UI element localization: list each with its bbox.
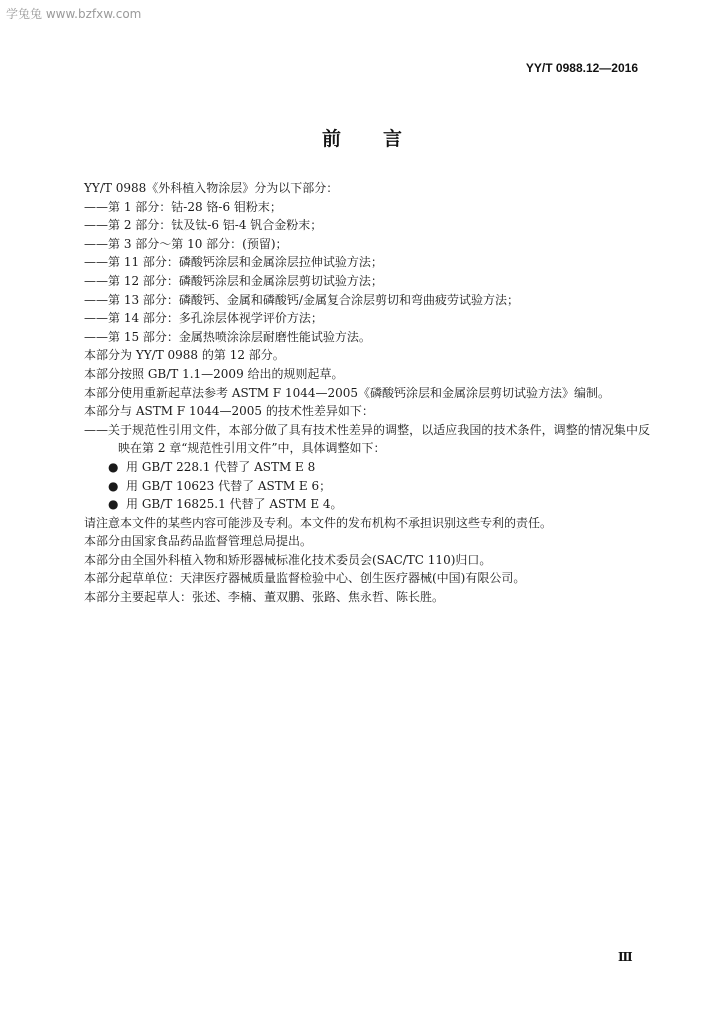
bullet-list-item <box>84 458 650 477</box>
watermark-text: 学兔兔 www.bzfxw.com <box>6 7 142 21</box>
document-body <box>84 179 650 607</box>
part-list-item: ——第 14 部分：多孔涂层体视学评价方法； <box>84 311 323 326</box>
part-list-item: ——第 2 部分：钛及钛-6 铝-4 钒合金粉末； <box>84 218 323 233</box>
redraft-statement: 本部分使用重新起草法参考 ASTM F 1044—2005《磷酸钙涂层和金属涂层剪切试验方法》编制。 <box>84 385 611 400</box>
difference-intro: 本部分与 ASTM F 1044—2005 的技术性差异如下： <box>84 404 374 419</box>
part-statement: 本部分为 YY/T 0988 的第 12 部分。 <box>84 348 285 363</box>
drafting-units: 本部分起草单位：天津医疗器械质量监督检验中心、创生医疗器械(中国)有限公司。 <box>84 571 526 586</box>
bullet-list-item <box>84 477 650 496</box>
bullet-icon: ● <box>108 497 119 512</box>
bullet-icon: ● <box>108 459 119 474</box>
bullet-text: 用 GB/T 228.1 代替了 ASTM E 8 <box>126 459 316 474</box>
difference-item: ——关于规范性引用文件，本部分做了具有技术性差异的调整，以适应我国的技术条件，调整的情况集中反映在第 2 章“规范性引用文件”中，具体调整如下： <box>84 422 650 456</box>
bullet-text: 用 GB/T 10623 代替了 ASTM E 6； <box>126 478 332 493</box>
part-list-item: ——第 11 部分：磷酸钙涂层和金属涂层拉伸试验方法； <box>84 255 383 270</box>
bullet-list-item <box>84 495 650 514</box>
proposed-by: 本部分由国家食品药品监督管理总局提出。 <box>84 534 313 549</box>
part-list-item: ——第 13 部分：磷酸钙、金属和磷酸钙/金属复合涂层剪切和弯曲疲劳试验方法； <box>84 292 519 307</box>
part-list-item: ——第 12 部分：磷酸钙涂层和金属涂层剪切试验方法； <box>84 273 383 288</box>
bullet-text: 用 GB/T 16825.1 代替了 ASTM E 4。 <box>126 497 343 512</box>
part-list-item: ——第 15 部分：金属热喷涂涂层耐磨性能试验方法。 <box>84 329 371 344</box>
centralized-by: 本部分由全国外科植入物和矫形器械标准化技术委员会(SAC/TC 110)归口。 <box>84 552 492 567</box>
page-number: Ⅲ <box>618 950 633 964</box>
page-title: 前言 <box>321 128 444 150</box>
drafters: 本部分主要起草人：张述、李楠、董双鹏、张路、焦永哲、陈长胜。 <box>84 590 445 605</box>
standard-code: YY/T 0988.12—2016 <box>525 61 638 75</box>
bullet-icon: ● <box>108 478 119 493</box>
part-list-item: ——第 3 部分～第 10 部分：(预留)； <box>84 236 288 251</box>
part-list-item: ——第 1 部分：钴-28 铬-6 钼粉末； <box>84 199 282 214</box>
patent-notice: 请注意本文件的某些内容可能涉及专利。本文件的发布机构不承担识别这些专利的责任。 <box>84 515 553 530</box>
intro-paragraph: YY/T 0988《外科植入物涂层》分为以下部分： <box>84 181 339 195</box>
drafting-rule: 本部分按照 GB/T 1.1—2009 给出的规则起草。 <box>84 366 344 381</box>
